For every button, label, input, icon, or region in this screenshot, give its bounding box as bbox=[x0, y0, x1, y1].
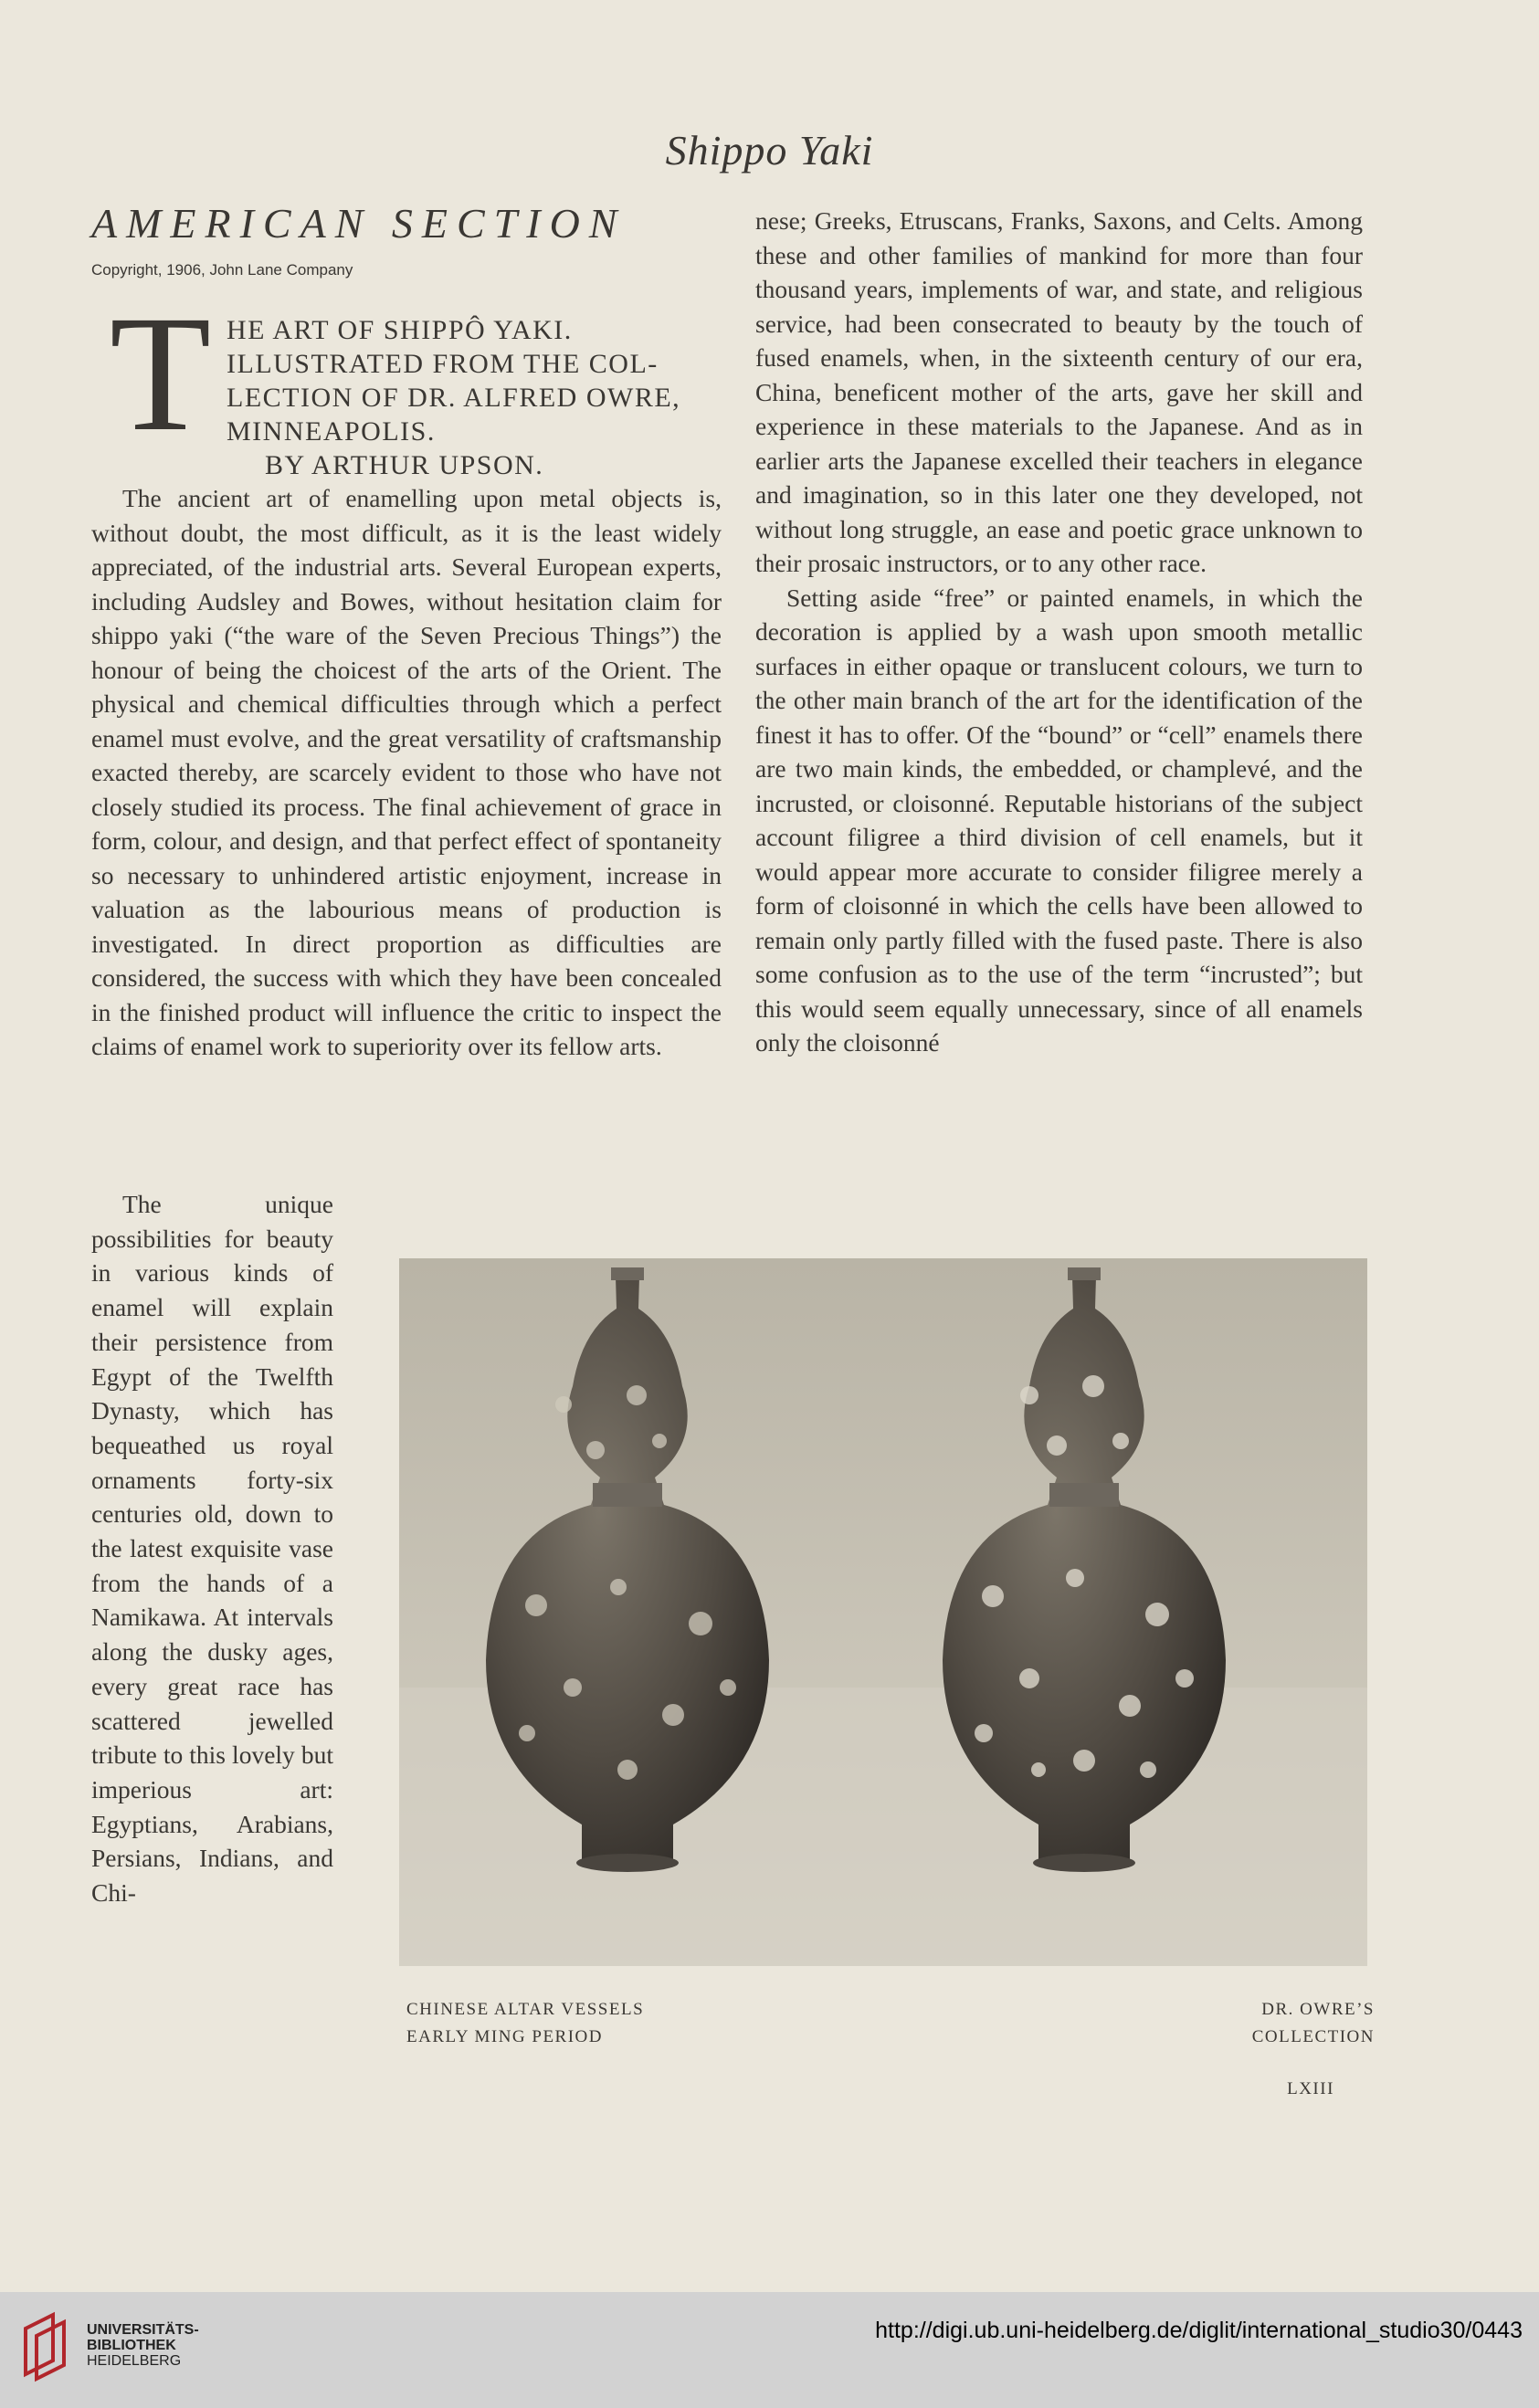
body-paragraph: The ancient art of enamelling upon metal objects is, without doubt, the most difficult, as it is the least widely appreciated, of the industrial arts. Several European experts, including Audsley and Bowes, without hesitation claim for shippo yaki (“the ware of the Seven Precious Things”) the honour of being the choicest of the arts of the Orient. The physical and chemical difficulties through which a perfect enamel must evolve, and the great versatility of craftsmanship exacted thereby, are scarcely evident to those who have not closely studied its process. The final achievement of grace in form, colour, and design, and that perfect effect of spontaneity so necessary to unhindered artistic enjoyment, increase in valuation as the labourious means of production is investigated. In direct proportion as difficulties are considered, the success with which they have been concealed in the finished product will influence the critic to inspect the claims of enamel work to superiority over its fellow arts. bbox=[91, 484, 722, 1060]
copyright-line: Copyright, 1906, John Lane Company bbox=[91, 261, 353, 279]
caption-line: EARLY MING PERIOD bbox=[406, 2027, 603, 2046]
body-column-left bbox=[91, 481, 722, 1064]
body-paragraph: nese; Greeks, Etruscans, Franks, Saxons, and Celts. Among these and other families of mankind for more than four thousand years, implements of war, and state, and religious service, had been consecrated to beauty by the touch of fused enamels, when, in the sixteenth century of our era, China, beneficent mother of the arts, gave her skill and experience in these materials to the Japanese. And as in earlier arts the Japanese excelled their teachers in elegance and imagination, so in this later one they developed, not without long struggle, an ease and poetic grace unknown to their prosaic instructors, or to any other race. bbox=[755, 206, 1363, 577]
body-column-narrow bbox=[91, 1187, 333, 1910]
body-paragraph: The unique possibilities for beauty in various kinds of enamel will explain their persistence from Egypt of the Twelfth Dynasty, which has bequeathed us royal ornaments forty-six centuries old, down to the latest exquisite vase from the hands of a Namikawa. At intervals along the dusky ages, every great race has scattered jewelled tribute to this lovely but imperious art: Egyptians, Arabians, Persians, Indians, and Chi- bbox=[91, 1190, 333, 1908]
source-url-link[interactable]: http://digi.ub.uni-heidelberg.de/diglit/international_studio30/0443 bbox=[875, 2318, 1523, 2343]
section-title: AMERICAN SECTION bbox=[91, 200, 627, 247]
running-head: Shippo Yaki bbox=[665, 127, 874, 174]
heading-line: MINNEAPOLIS. bbox=[227, 416, 436, 447]
library-name-line: BIBLIOTHEK bbox=[87, 2338, 176, 2353]
figure-caption-right bbox=[1151, 1996, 1375, 2051]
caption-line: DR. OWRE’S bbox=[1261, 2000, 1375, 2019]
heading-line: LECTION OF DR. ALFRED OWRE, bbox=[227, 383, 681, 413]
body-paragraph: Setting aside “free” or painted enamels, in which the decoration is applied by a wash upon smooth metallic surfaces in either opaque or translucent colours, we turn to the other main branch of the art for the identification of the finest it has to offer. Of the “bound” or “cell” enamels there are two main kinds, the embedded, or champlevé, and the incrusted, or cloisonné. Reputable historians of the subject account filigree a third division of cell enamels, but it would appear more accurate to consider filigree merely a form of cloisonné in which the cells have been allowed to remain only partly filled with the fused paste. There is also some confusion as to the use of the term “incrusted”; but this would seem equally unnecessary, since of all enamels only the cloisonné bbox=[755, 583, 1363, 1057]
library-name-line: HEIDELBERG bbox=[87, 2353, 182, 2369]
body-column-right bbox=[755, 204, 1363, 1060]
library-name[interactable] bbox=[87, 2322, 199, 2369]
byline: BY ARTHUR UPSON. bbox=[265, 450, 544, 480]
figure-caption-left bbox=[406, 1996, 644, 2051]
vases-photograph bbox=[399, 1258, 1367, 1966]
heading-line: ILLUSTRATED FROM THE COL- bbox=[227, 349, 659, 379]
drop-cap: T bbox=[110, 282, 212, 466]
article-heading bbox=[227, 313, 729, 482]
library-name-line: UNIVERSITÄTS- bbox=[87, 2322, 199, 2338]
footer-bar bbox=[0, 2292, 1539, 2408]
page-number: LXIII bbox=[1287, 2079, 1334, 2098]
heading-line: HE ART OF SHIPPÔ YAKI. bbox=[227, 315, 573, 345]
library-logo-icon bbox=[16, 2310, 80, 2383]
caption-line: CHINESE ALTAR VESSELS bbox=[406, 2000, 645, 2019]
caption-line: COLLECTION bbox=[1251, 2027, 1375, 2046]
